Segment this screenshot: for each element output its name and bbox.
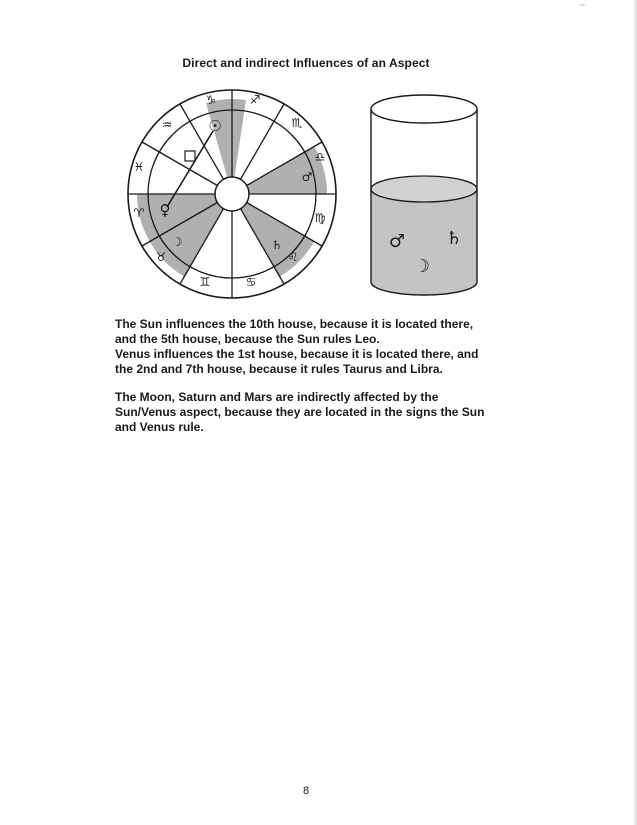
aries-icon: ♈ xyxy=(133,206,145,220)
libra-icon: ♎ xyxy=(314,150,326,164)
saturn-icon: ♄ xyxy=(445,228,463,249)
paragraph-direct-influences xyxy=(115,317,515,377)
aspect-square-glyph xyxy=(185,151,195,161)
text-line: The Moon, Saturn and Mars are indirectly affected by the xyxy=(115,390,439,404)
text-line: Venus influences the 1st house, because it is located there, and xyxy=(115,347,479,361)
taurus-icon: ♉ xyxy=(155,250,167,264)
virgo-icon: ♍ xyxy=(314,211,326,225)
gemini-icon: ♊ xyxy=(199,275,211,289)
capricorn-icon: ♑ xyxy=(205,93,217,107)
sun-icon: ☉ xyxy=(208,117,222,135)
cancer-icon: ♋ xyxy=(245,275,257,289)
horoscope-wheel xyxy=(127,89,337,299)
scorpio-icon: ♏ xyxy=(291,116,303,130)
page-number: 8 xyxy=(302,785,310,797)
glass-liquid-surface xyxy=(371,176,477,202)
glass-rim xyxy=(371,95,477,123)
paragraph-indirect-influences xyxy=(115,390,515,435)
text-line: and Venus rule. xyxy=(115,420,204,434)
mars-icon: ♂ xyxy=(301,170,313,184)
sagittarius-icon: ♐ xyxy=(249,93,261,107)
moon-icon: ☽ xyxy=(171,235,183,249)
glass-figure xyxy=(364,92,484,304)
page-title: Direct and indirect Influences of an Aspect xyxy=(182,56,430,70)
venus-icon: ♀ xyxy=(159,201,171,219)
text-line: and the 5th house, because the Sun rules Leo. xyxy=(115,332,380,346)
page-edge-shadow xyxy=(633,0,637,825)
leo-icon: ♌ xyxy=(287,250,299,264)
text-line: Sun/Venus aspect, because they are located in the signs the Sun xyxy=(115,405,485,419)
scan-corner-mark: ~ xyxy=(580,0,586,10)
moon-icon: ☽ xyxy=(413,256,431,277)
mars-icon: ♂ xyxy=(388,231,406,252)
text-line: The Sun influences the 10th house, because it is located there, xyxy=(115,317,474,331)
pisces-icon: ♓ xyxy=(133,160,145,174)
saturn-icon: ♄ xyxy=(271,238,283,252)
text-line: the 2nd and 7th house, because it rules Taurus and Libra. xyxy=(115,362,443,376)
aquarius-icon: ♒ xyxy=(161,118,173,132)
